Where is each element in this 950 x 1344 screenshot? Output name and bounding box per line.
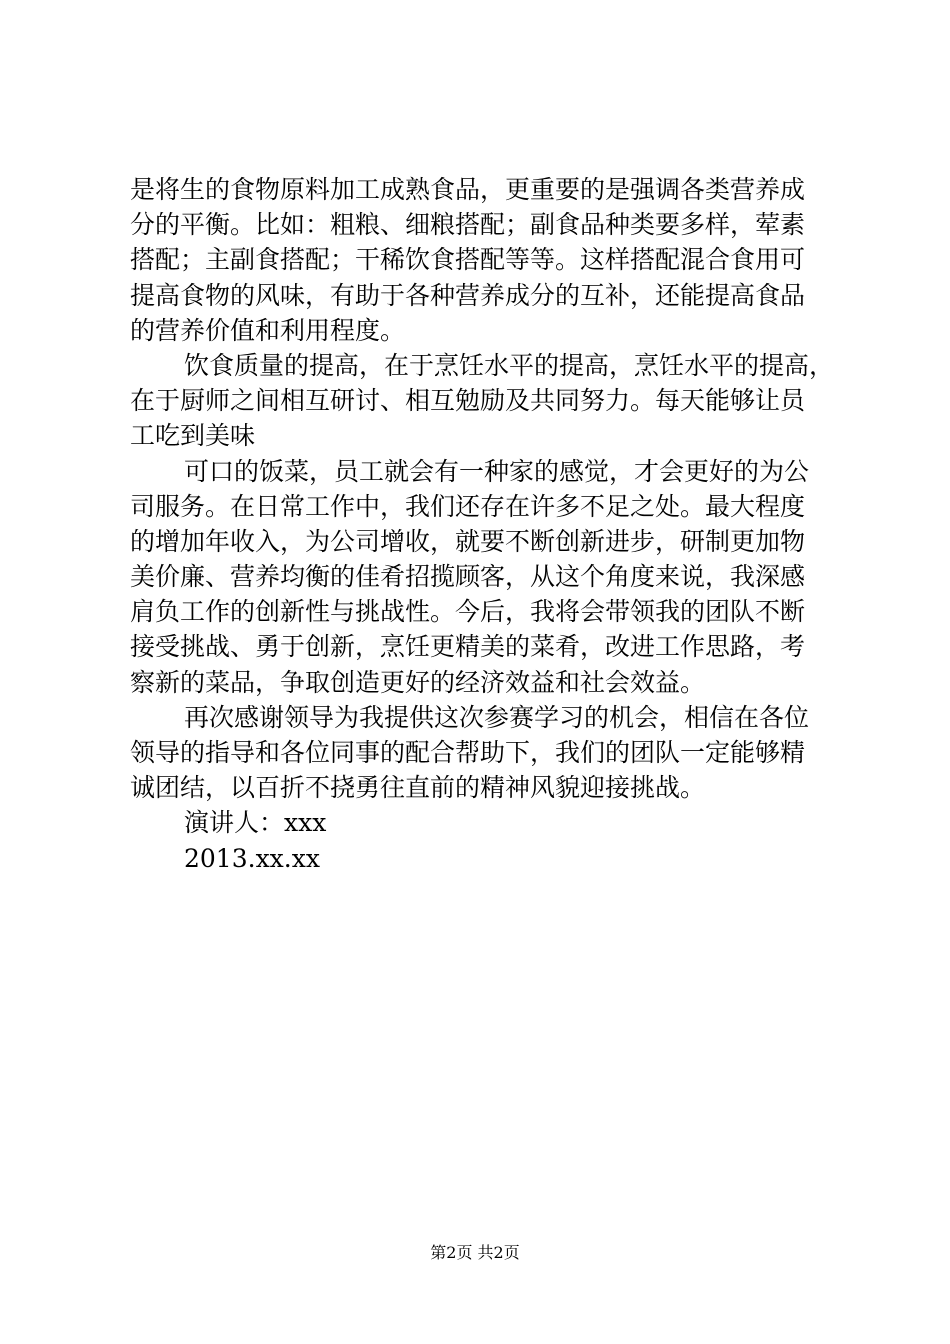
text-line: 的营养价值和利用程度。 xyxy=(130,315,406,345)
text-line: 的增加年收入，为公司增收，就要不断创新进步，研制更加物 xyxy=(130,526,806,556)
text-line: 肩负工作的创新性与挑战性。今后，我将会带领我的团队不断 xyxy=(130,597,806,627)
text-line: 搭配；主副食搭配；干稀饮食搭配等等。这样搭配混合食用可 xyxy=(130,245,806,275)
text-line: 美价廉、营养均衡的佳肴招揽顾客，从这个角度来说，我深感 xyxy=(130,562,806,592)
text-line: 接受挑战、勇于创新，烹饪更精美的菜肴，改进工作思路，考 xyxy=(130,632,806,662)
text-line: 工吃到美味 xyxy=(130,421,256,451)
paragraph-start-line: 可口的饭菜，员工就会有一种家的感觉，才会更好的为公 xyxy=(184,456,810,486)
speaker-line: 演讲人：xxx xyxy=(184,808,327,838)
text-line: 司服务。在日常工作中，我们还存在许多不足之处。最大程度 xyxy=(130,491,806,521)
text-line: 诚团结，以百折不挠勇往直前的精神风貌迎接挑战。 xyxy=(130,773,706,803)
text-line: 提高食物的风味，有助于各种营养成分的互补，还能提高食品 xyxy=(130,280,806,310)
text-line: 在于厨师之间相互研讨、相互勉励及共同努力。每天能够让员 xyxy=(130,386,806,416)
text-line: 分的平衡。比如：粗粮、细粮搭配；副食品种类要多样，荤素 xyxy=(130,210,806,240)
document-body xyxy=(130,172,835,876)
date-line: 2013.xx.xx xyxy=(184,843,320,873)
text-line: 察新的菜品，争取创造更好的经济效益和社会效益。 xyxy=(130,667,706,697)
text-line: 领导的指导和各位同事的配合帮助下，我们的团队一定能够精 xyxy=(130,738,806,767)
paragraph-start-line: 再次感谢领导为我提供这次参赛学习的机会，相信在各位 xyxy=(184,702,810,732)
page-footer xyxy=(0,1243,950,1263)
text-line: 是将生的食物原料加工成熟食品，更重要的是强调各类营养成 xyxy=(130,175,806,204)
page-number: 第2页 共2页 xyxy=(430,1243,520,1262)
paragraph-start-line: 饮食质量的提高，在于烹饪水平的提高，烹饪水平的提高， xyxy=(184,350,835,380)
